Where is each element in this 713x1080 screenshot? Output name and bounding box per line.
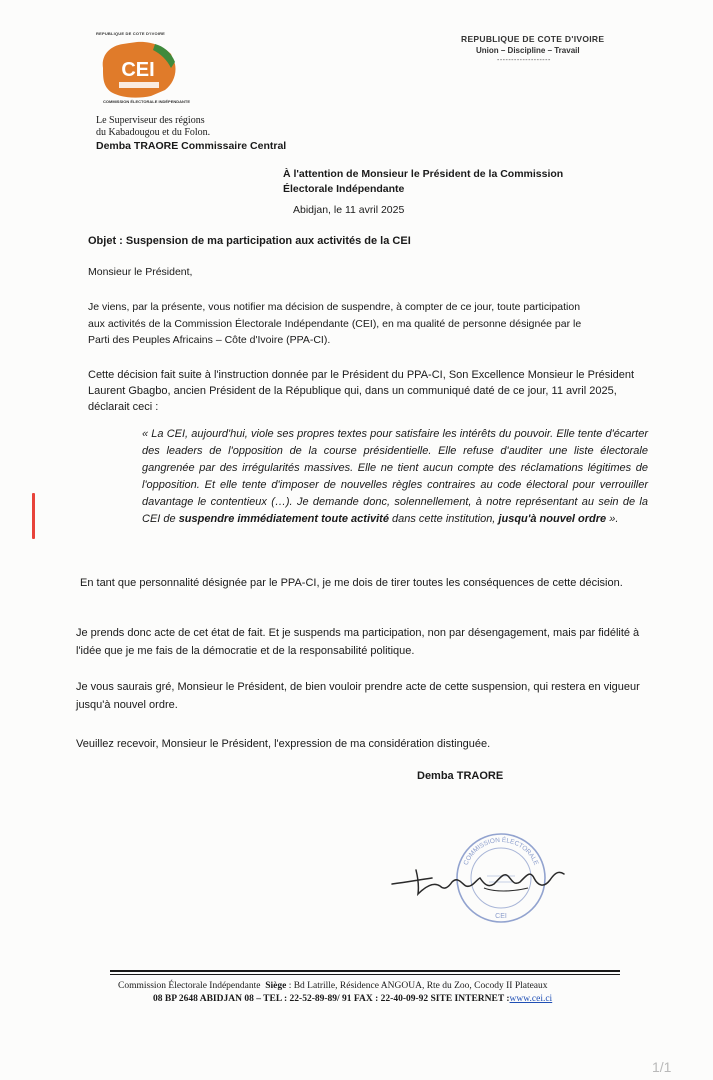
paragraph-2: Cette décision fait suite à l'instruction donnée par le Président du PPA-CI, Son Excellence Monsieur le Président Laurent Gbagbo, ancien Président de la République qui, dans un communiqué daté de ce jour, 11 avril 2025, déclarait ceci : [88, 369, 635, 413]
quote-mid: dans cette institution, [388, 513, 499, 525]
closing-formula: Veuillez recevoir, Monsieur le Président, l'expression de ma considération distinguée. [76, 738, 491, 750]
footer-contact-line: 08 BP 2648 ABIDJAN 08 – TEL : 22-52-89-89/ 91 FAX : 22-40-09-92 SITE INTERNET : [153, 994, 510, 1004]
letter-date: Abidjan, le 11 avril 2025 [293, 204, 405, 216]
red-margin-mark [32, 493, 35, 539]
logo-bottom-text: COMMISSION ÉLECTORALE INDÉPENDANTE [103, 99, 191, 104]
paragraph-1 [88, 299, 648, 349]
footer-website-link[interactable]: www.cei.ci [509, 994, 553, 1004]
footer-rule-thin [110, 974, 620, 975]
cei-logo-icon [97, 38, 179, 100]
paragraph-5: Je vous saurais gré, Monsieur le Président, de bien vouloir prendre acte de cette suspension, qui restera en vigueur jusqu'à nouvel ordre. [76, 681, 640, 711]
logo-top-text: REPUBLIQUE DE COTE D'IVOIRE [96, 31, 166, 36]
paragraph-3: En tant que personnalité désignée par le PPA-CI, je me dois de tirer toutes les conséquences de cette décision. [80, 577, 623, 589]
footer-org: Commission Électorale Indépendante [118, 981, 261, 991]
superviseur-line-1: Le Superviseur des régions [96, 115, 205, 126]
quote-bold-1: suspendre immédiatement toute activité [178, 513, 389, 525]
quote-text: « La CEI, aujourd'hui, viole ses propres textes pour satisfaire les intérêts du pouvoir. Elle tente d'écarter des leaders de l'opposition de la course présidentielle. Elle refuse d'auditer une liste électorale gangrenée par des irrégularités massives. Elle ne tient aucun compte des réclamations légitimes de l'opposition. Et elle tente d'imposer de nouvelles règles contraires au code électoral pour verrouiller davantage le contentieux (…). Je demande donc, solennellement, à notre représentant au sein de la CEI de [142, 428, 648, 525]
salutation: Monsieur le Président, [88, 266, 193, 278]
paragraph-1-line-c: Parti des Peuples Africains – Côte d'Ivoire (PPA-CI). [88, 334, 331, 346]
motto-separator: ------------------- [497, 57, 551, 64]
footer-contacts [153, 994, 552, 1004]
republic-header: REPUBLIQUE DE COTE D'IVOIRE [461, 34, 605, 44]
paragraph-1-line-b: aux activités de la Commission Électorale Indépendante (CEI), en ma qualité de personne désignée par le [88, 317, 582, 330]
letter-subject: Objet : Suspension de ma participation aux activités de la CEI [88, 235, 411, 247]
quote-bold-2: jusqu'à nouvel ordre [498, 513, 607, 525]
commissaire-title: Demba TRAORE Commissaire Central [96, 140, 287, 152]
signatory-name: Demba TRAORE [417, 770, 504, 782]
stamp-top-text: COMMISSION ÉLECTORALE [462, 836, 540, 867]
footer-siege: : Bd Latrille, Résidence ANGOUA, Rte du Zoo, Cocody II Plateaux [288, 981, 548, 991]
quote-end: ». [606, 513, 619, 525]
footer-rule-thick [110, 970, 620, 972]
national-motto: Union – Discipline – Travail [476, 46, 580, 55]
handwritten-signature [388, 858, 573, 898]
footer-address [118, 981, 548, 991]
page-number: 1/1 [652, 1059, 672, 1075]
stamp-bottom-text: CEI [495, 913, 507, 920]
addressee: À l'attention de Monsieur le Président de la Commission Électorale Indépendante [283, 168, 564, 195]
footer-siege-label: Siège [265, 981, 287, 991]
paragraph-4: Je prends donc acte de cet état de fait. Et je suspends ma participation, non par désengagement, mais par fidélité à l'idée que je me fais de la démocratie et de la responsabilité politique. [76, 627, 640, 657]
logo-text: CEI [121, 59, 155, 81]
superviseur-line-2: du Kabadougou et du Folon. [96, 127, 211, 138]
quotation-block [142, 426, 648, 528]
paragraph-1-line-a: Je viens, par la présente, vous notifier ma décision de suspendre, à compter de ce jour, toute participation [88, 301, 581, 313]
